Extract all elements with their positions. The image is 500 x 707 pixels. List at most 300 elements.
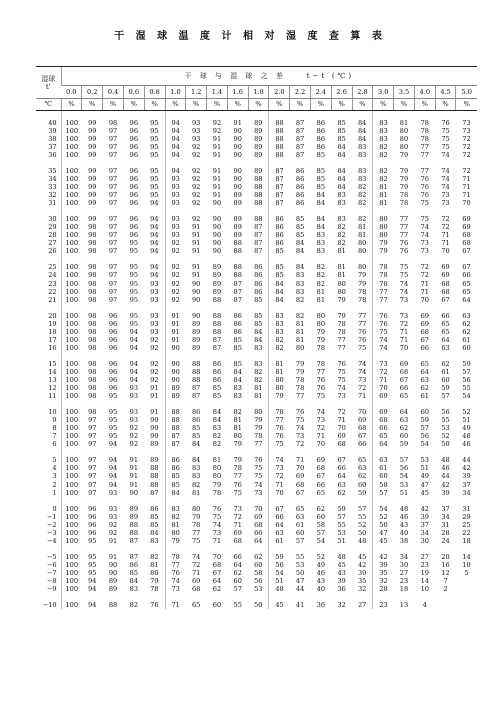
humidity-cell: 81 [295, 328, 305, 336]
spacer-cell [269, 159, 290, 167]
humidity-cell: 85 [191, 432, 201, 441]
spacer-cell [227, 593, 248, 601]
humidity-cell: 66 [373, 425, 394, 433]
spacer-cell [123, 593, 144, 601]
humidity-cell: 56 [269, 561, 290, 569]
humidity-cell: 94 [129, 376, 139, 384]
humidity-cell: 30 [420, 537, 429, 545]
wet-bulb-temp-cell: −6 [46, 561, 57, 569]
humidity-cell: 88 [212, 295, 222, 304]
humidity-cell: 91 [165, 328, 186, 336]
spacer-cell [144, 593, 165, 601]
humidity-cell: 74 [441, 175, 450, 183]
humidity-cell: 83 [357, 151, 367, 159]
humidity-cell: 76 [373, 312, 394, 320]
spacer-cell [414, 256, 435, 264]
humidity-cell: 50 [295, 569, 305, 577]
humidity-cell: 92 [191, 167, 201, 175]
humidity-cell: 87 [295, 127, 305, 135]
table-row [36, 127, 477, 135]
wet-bulb-temp-cell: 31 [48, 199, 57, 208]
humidity-cell: 88 [191, 360, 201, 368]
humidity-cell: 41 [295, 601, 305, 610]
humidity-cell: 71 [295, 456, 305, 465]
humidity-cell: 97 [108, 127, 118, 135]
spacer-cell [103, 304, 124, 312]
humidity-cell: 61 [295, 520, 305, 529]
humidity-cell: 78 [399, 191, 409, 200]
spacer-cell [352, 256, 373, 264]
humidity-cell: 97 [88, 456, 97, 465]
humidity-cell: 93 [165, 199, 186, 207]
humidity-cell: 64 [233, 561, 242, 569]
humidity-cell: 67 [295, 488, 305, 497]
humidity-cell: 97 [88, 464, 97, 473]
humidity-cell: 89 [150, 440, 159, 449]
humidity-cell: 73 [269, 465, 290, 473]
humidity-cell: 85 [212, 392, 222, 401]
humidity-cell: 97 [108, 295, 118, 304]
humidity-cell: 91 [165, 312, 186, 320]
spacer-cell [144, 352, 165, 360]
table-row [36, 232, 477, 240]
humidity-cell: 72 [373, 368, 394, 376]
humidity-cell: 95 [129, 239, 139, 248]
humidity-cell: 92 [129, 432, 139, 441]
difference-header-cell: 2.0 [269, 86, 290, 99]
humidity-cell: 100 [61, 441, 82, 449]
spacer-cell [414, 449, 435, 457]
humidity-cell: 73 [441, 191, 450, 200]
humidity-cell: 16 [441, 561, 450, 569]
humidity-cell: 85 [150, 512, 159, 521]
wet-bulb-temp-cell: 6 [52, 440, 57, 449]
humidity-cell: 84 [337, 151, 346, 159]
humidity-cell: 67 [337, 456, 346, 465]
humidity-cell: 75 [337, 376, 346, 384]
humidity-cell: 93 [129, 384, 139, 393]
humidity-cell: 57 [373, 489, 394, 497]
humidity-cell: 80 [165, 529, 186, 537]
humidity-cell: 71 [462, 191, 471, 200]
wet-bulb-symbol: t' [45, 82, 51, 91]
humidity-cell: 64 [337, 472, 346, 481]
humidity-cell: 51 [462, 416, 471, 425]
humidity-cell: 79 [254, 424, 263, 433]
humidity-cell: 89 [233, 215, 242, 224]
table-row [36, 537, 477, 545]
humidity-cell: 89 [254, 135, 263, 143]
humidity-cell: 74 [399, 279, 409, 288]
humidity-cell: 5 [464, 569, 469, 577]
humidity-cell: 65 [420, 360, 429, 368]
spacer-cell [36, 497, 61, 505]
wet-bulb-temp-cell: 39 [48, 127, 57, 135]
humidity-cell: 88 [129, 520, 139, 529]
humidity-cell: 88 [254, 183, 263, 192]
humidity-cell: 44 [441, 472, 450, 481]
humidity-cell: 91 [129, 456, 139, 465]
humidity-cell: 53 [254, 585, 263, 594]
humidity-cell: 83 [337, 191, 346, 200]
humidity-cell: 86 [316, 143, 326, 151]
humidity-cell: 90 [233, 135, 242, 143]
humidity-cell: 93 [129, 392, 139, 401]
humidity-cell: 76 [357, 328, 367, 336]
humidity-cell: 94 [150, 199, 159, 208]
humidity-cell: 62 [212, 585, 222, 594]
humidity-cell: 81 [357, 223, 367, 232]
spacer-cell [290, 352, 311, 360]
humidity-cell: 82 [357, 199, 367, 208]
spacer-cell [331, 449, 352, 457]
humidity-cell: 90 [108, 569, 118, 577]
group-spacer [36, 449, 477, 457]
humidity-cell: 71 [165, 601, 186, 609]
humidity-cell: 66 [233, 553, 242, 561]
humidity-cell: 89 [129, 504, 139, 513]
humidity-cell: 77 [233, 472, 242, 481]
humidity-cell: 70 [399, 344, 409, 352]
humidity-cell: 94 [165, 151, 186, 159]
humidity-cell: 51 [399, 488, 409, 497]
humidity-cell: 82 [316, 279, 326, 288]
humidity-cell: 56 [462, 376, 471, 384]
humidity-cell: 100 [61, 320, 82, 328]
spacer-cell [207, 352, 228, 360]
humidity-cell: 71 [233, 520, 242, 529]
humidity-cell: 99 [88, 135, 97, 143]
humidity-cell: 97 [108, 279, 118, 288]
humidity-cell: 60 [373, 473, 394, 481]
group-spacer [36, 352, 477, 360]
humidity-cell: 65 [316, 488, 326, 497]
unit-percent: % [352, 99, 373, 111]
humidity-cell: 72 [462, 167, 471, 175]
humidity-cell: 67 [212, 569, 222, 577]
humidity-cell: 75 [212, 512, 222, 521]
humidity-cell: 22 [462, 529, 471, 537]
humidity-cell: 55 [462, 384, 471, 393]
spacer-cell [123, 352, 144, 360]
humidity-cell: 83 [191, 464, 201, 473]
humidity-cell: 59 [420, 416, 429, 425]
humidity-cell: 76 [233, 480, 242, 489]
humidity-cell: 82 [212, 432, 222, 441]
humidity-cell: 98 [88, 295, 97, 304]
spacer-cell [435, 400, 456, 408]
humidity-cell: 92 [165, 248, 186, 256]
humidity-cell: 60 [316, 512, 326, 521]
humidity-cell: 40 [399, 529, 409, 537]
humidity-cell: 86 [191, 408, 201, 417]
humidity-cell: 87 [269, 183, 290, 191]
humidity-cell: 100 [61, 175, 82, 183]
spacer-cell [207, 497, 228, 505]
spacer-cell [227, 304, 248, 312]
humidity-cell: 99 [88, 191, 97, 200]
wet-bulb-temp-cell: −2 [46, 520, 57, 529]
humidity-cell: 83 [254, 344, 263, 352]
humidity-cell: 78 [165, 553, 186, 561]
humidity-cell: 95 [129, 279, 139, 288]
table-row [36, 513, 477, 521]
humidity-cell: 100 [61, 489, 82, 497]
difference-header-cell: 4.5 [435, 86, 456, 99]
spacer-cell [165, 497, 186, 505]
humidity-cell: 96 [108, 376, 118, 384]
humidity-cell: 70 [316, 440, 326, 449]
humidity-cell: 85 [254, 319, 263, 328]
humidity-cell: 100 [61, 425, 82, 433]
spacer-cell [248, 352, 269, 360]
humidity-cell: 96 [129, 199, 139, 208]
table-row [36, 264, 477, 272]
wet-bulb-temp-cell: 15 [48, 360, 57, 368]
wet-bulb-temp-cell: 5 [52, 456, 57, 465]
humidity-cell: 84 [337, 175, 346, 183]
humidity-cell: 69 [357, 416, 367, 425]
humidity-cell: 93 [150, 279, 159, 288]
unit-percent: % [414, 99, 435, 111]
unit-percent: % [290, 99, 311, 111]
humidity-cell: 100 [61, 513, 82, 521]
wet-bulb-temp-cell: −9 [46, 585, 57, 594]
humidity-cell: 73 [357, 376, 367, 384]
spacer-cell [352, 111, 373, 120]
wet-bulb-temp-cell: 23 [48, 279, 57, 288]
humidity-cell [456, 585, 477, 593]
humidity-cell: 79 [399, 167, 409, 175]
wet-bulb-temp-cell: 19 [48, 319, 57, 328]
wet-bulb-temp-cell: 4 [52, 464, 57, 473]
humidity-cell: 95 [108, 432, 118, 441]
spacer-cell [103, 400, 124, 408]
spacer-cell [352, 593, 373, 601]
humidity-cell: 77 [316, 368, 326, 376]
humidity-cell: 89 [233, 231, 242, 240]
spacer-cell [103, 256, 124, 264]
humidity-cell: 52 [373, 513, 394, 521]
humidity-cell: 72 [399, 319, 409, 328]
humidity-cell: 80 [269, 384, 290, 392]
humidity-cell: 100 [61, 328, 82, 336]
spacer-cell [435, 207, 456, 215]
humidity-cell: 87 [254, 247, 263, 256]
humidity-cell: 74 [441, 167, 450, 175]
humidity-cell: 19 [420, 569, 429, 577]
humidity-cell: 89 [254, 119, 263, 127]
humidity-cell: 78 [337, 319, 346, 328]
humidity-cell: 77 [357, 319, 367, 328]
humidity-cell: 77 [420, 151, 429, 159]
humidity-cell: 76 [165, 569, 186, 577]
humidity-cell: 52 [316, 553, 326, 561]
spacer-cell [290, 400, 311, 408]
humidity-cell: 72 [337, 408, 346, 417]
spacer-cell [103, 497, 124, 505]
spacer-cell [435, 304, 456, 312]
humidity-cell: 98 [88, 408, 97, 417]
humidity-cell: 86 [316, 135, 326, 143]
humidity-cell: 47 [373, 529, 394, 537]
table-row [36, 553, 477, 561]
humidity-cell: 82 [316, 263, 326, 272]
humidity-cell: 89 [233, 191, 242, 200]
humidity-cell: 84 [269, 296, 290, 304]
spacer-cell [352, 304, 373, 312]
humidity-cell: 74 [316, 408, 326, 417]
humidity-cell: 98 [88, 384, 97, 393]
humidity-cell: 71 [420, 287, 429, 296]
humidity-cell: 65 [357, 456, 367, 465]
humidity-cell: 62 [399, 424, 409, 433]
spacer-cell [165, 111, 186, 120]
humidity-cell: 69 [233, 529, 242, 537]
humidity-cell: 78 [254, 432, 263, 441]
humidity-cell: 85 [316, 175, 326, 183]
humidity-cell: 77 [399, 223, 409, 232]
wet-bulb-temp-cell: 1 [52, 488, 57, 497]
wet-bulb-temp-cell: 3 [52, 472, 57, 481]
humidity-cell: 68 [373, 416, 394, 424]
humidity-cell: 89 [212, 271, 222, 280]
humidity-cell: 86 [295, 199, 305, 208]
humidity-cell: 87 [150, 488, 159, 497]
unit-percent: % [123, 99, 144, 111]
humidity-cell: 55 [233, 601, 242, 610]
humidity-cell: 68 [191, 585, 201, 594]
humidity-cell: 91 [165, 336, 186, 344]
humidity-cell: 68 [357, 424, 367, 433]
humidity-cell: 95 [88, 561, 97, 569]
spacer-cell [61, 304, 82, 312]
humidity-cell: 96 [129, 135, 139, 143]
humidity-cell: 87 [191, 384, 201, 393]
humidity-cell: 69 [337, 432, 346, 441]
humidity-cell: 91 [233, 119, 242, 127]
humidity-cell: 91 [212, 143, 222, 151]
spacer-cell [248, 497, 269, 505]
humidity-cell: 64 [254, 537, 263, 545]
spacer-cell [82, 304, 103, 312]
humidity-cell: 84 [212, 416, 222, 425]
table-row [36, 408, 477, 416]
spacer-cell [82, 207, 103, 215]
humidity-cell: 2 [443, 585, 448, 594]
humidity-cell: 80 [233, 432, 242, 441]
humidity-cell: 39 [420, 512, 429, 521]
humidity-cell: 88 [254, 215, 263, 224]
humidity-cell: 79 [150, 577, 159, 585]
humidity-cell: 56 [254, 577, 263, 585]
humidity-cell: 94 [88, 577, 97, 585]
humidity-cell: 80 [254, 408, 263, 417]
humidity-cell: 88 [165, 408, 186, 416]
humidity-cell: 39 [462, 472, 471, 481]
humidity-cell: 81 [269, 368, 290, 376]
humidity-cell: 77 [337, 336, 346, 344]
humidity-cell: 83 [337, 215, 346, 224]
humidity-cell: 98 [88, 392, 97, 401]
humidity-cell: 74 [254, 480, 263, 489]
humidity-cell: 78 [420, 119, 429, 127]
humidity-cell: 70 [441, 247, 450, 256]
wet-bulb-temp-cell: 26 [48, 247, 57, 256]
unit-percent: % [435, 99, 456, 111]
spacer-cell [269, 256, 290, 264]
humidity-cell: 61 [373, 465, 394, 473]
humidity-cell: 65 [295, 504, 305, 513]
humidity-cell: 72 [233, 512, 242, 521]
humidity-cell: 85 [233, 336, 242, 344]
humidity-cell: 69 [462, 223, 471, 232]
humidity-cell: 87 [269, 167, 290, 175]
humidity-cell: 97 [108, 247, 118, 256]
humidity-cell: 100 [61, 240, 82, 248]
humidity-cell: 72 [357, 384, 367, 393]
spacer-cell [36, 111, 61, 120]
spacer-cell [61, 159, 82, 167]
humidity-cell: 25 [462, 520, 471, 529]
humidity-cell: 93 [165, 232, 186, 240]
spacer-cell [36, 545, 61, 553]
humidity-cell: 86 [316, 127, 326, 135]
group-spacer [36, 111, 477, 120]
table-row [36, 392, 477, 400]
humidity-cell: 71 [399, 336, 409, 344]
humidity-cell: 72 [441, 223, 450, 232]
humidity-cell: 78 [420, 135, 429, 143]
humidity-cell: 44 [462, 456, 471, 465]
humidity-cell: 63 [399, 416, 409, 425]
humidity-cell: 100 [61, 481, 82, 489]
humidity-cell: 95 [108, 424, 118, 433]
table-row [36, 489, 477, 497]
humidity-cell: 82 [295, 311, 305, 320]
humidity-cell: 84 [357, 135, 367, 143]
humidity-cell: 91 [212, 135, 222, 143]
humidity-cell: 87 [295, 135, 305, 143]
spacer-cell [352, 400, 373, 408]
humidity-cell: 66 [420, 344, 429, 352]
humidity-cell: 91 [150, 408, 159, 417]
humidity-cell: 82 [165, 513, 186, 521]
humidity-cell: 77 [357, 311, 367, 320]
humidity-cell: 83 [295, 279, 305, 288]
spacer-cell [394, 304, 415, 312]
humidity-cell: 85 [295, 231, 305, 240]
humidity-cell: 69 [254, 512, 263, 521]
table-row [36, 384, 477, 392]
humidity-cell: 84 [233, 376, 242, 384]
humidity-cell: 57 [420, 424, 429, 433]
humidity-cell: 86 [316, 119, 326, 127]
humidity-cell: 90 [165, 344, 186, 352]
spacer-cell [61, 400, 82, 408]
humidity-cell: 57 [337, 512, 346, 521]
humidity-cell: 78 [337, 328, 346, 336]
humidity-cell: 78 [316, 360, 326, 368]
humidity-cell: 68 [233, 537, 242, 545]
humidity-cell: 86 [295, 167, 305, 175]
humidity-cell: 100 [61, 288, 82, 296]
humidity-cell: 94 [108, 456, 118, 465]
difference-header-cell: 2.8 [352, 86, 373, 99]
humidity-cell: 78 [295, 376, 305, 384]
humidity-cell: 86 [269, 240, 290, 248]
humidity-cell: 42 [357, 561, 367, 569]
